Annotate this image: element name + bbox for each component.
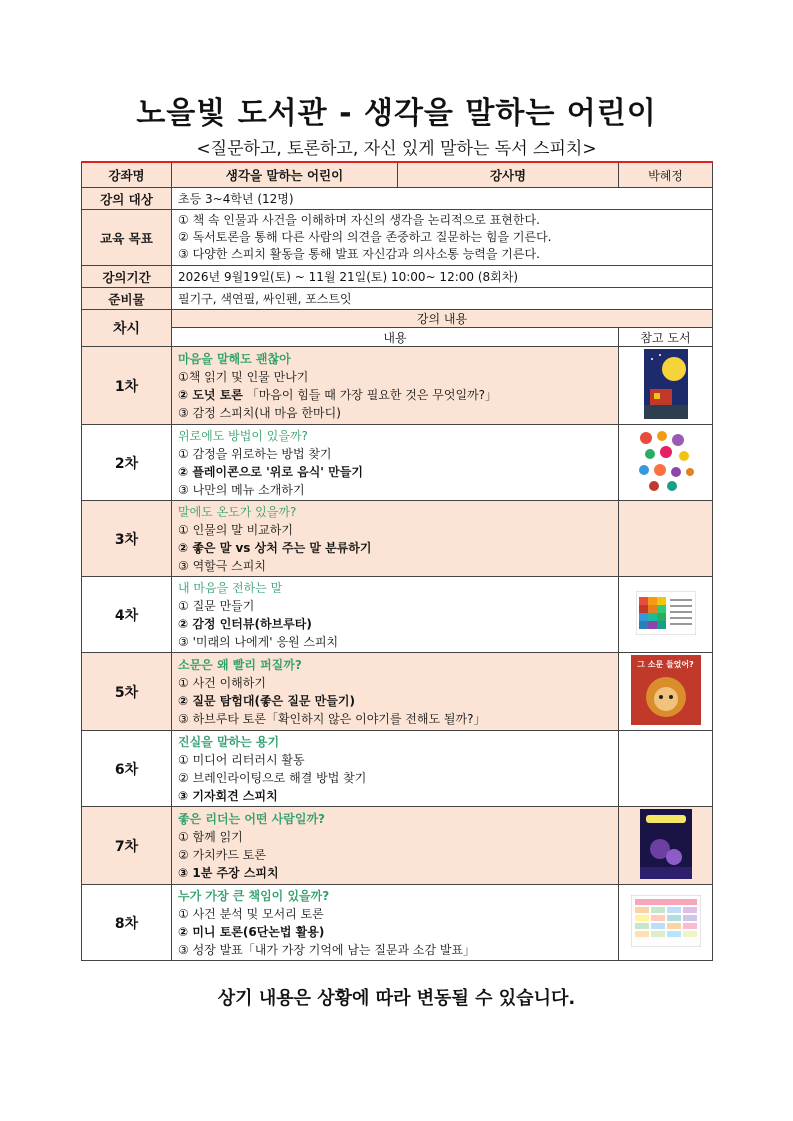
supplies-label: 준비물: [82, 288, 172, 310]
session-line: ③ '미래의 나에게' 응원 스피치: [178, 634, 339, 649]
instructor-label: 강사명: [398, 162, 619, 188]
session-title: 좋은 리더는 어떤 사람일까?: [178, 811, 326, 826]
session-content: [172, 807, 619, 885]
target-row: [82, 188, 713, 210]
goals-row: [82, 210, 713, 266]
session-line: ③ 나만의 메뉴 소개하기: [178, 482, 305, 497]
course-name: 생각을 말하는 어린이: [172, 162, 398, 188]
session-row: [82, 807, 713, 885]
session-line-rest: 「마음이 힘들 때 가장 필요한 것은 무엇일까?」: [246, 387, 498, 402]
reference-book-cell: [619, 347, 713, 425]
session-content: [172, 577, 619, 653]
period-value: 2026년 9월19일(토) ~ 11월 21일(토) 10:00~ 12:00 (8회차): [172, 266, 713, 288]
course-table: [81, 161, 713, 961]
session-row: [82, 885, 713, 961]
reference-book-cell: [619, 885, 713, 961]
course-label: 강좌명: [82, 162, 172, 188]
session-line: ② 플레이콘으로 '위로 음식' 만들기: [178, 464, 363, 479]
session-header: 차시: [82, 310, 172, 347]
supplies-value: 필기구, 색연필, 싸인펜, 포스트잇: [172, 288, 713, 310]
session-content: [172, 425, 619, 501]
session-title: 진실을 말하는 용기: [178, 734, 280, 749]
session-line: ① 사건 분석 및 모서리 토론: [178, 906, 324, 921]
emotion-color-chart-icon: [636, 591, 696, 635]
course-header-row: [82, 162, 713, 188]
session-line: ② 미니 토론(6단논법 활용): [178, 924, 325, 939]
content-header: 강의 내용: [172, 310, 713, 328]
instructor-name: 박혜정: [619, 162, 713, 188]
goals-list: [172, 210, 713, 266]
session-line: ① 질문 만들기: [178, 598, 255, 613]
page-title: 노을빛 도서관 - 생각을 말하는 어린이: [136, 96, 657, 131]
session-line: [178, 386, 612, 404]
content-subheader: 내용: [172, 328, 619, 347]
session-line: ③ 감정 스피치(내 마음 한마디): [178, 405, 341, 420]
book-cover: [631, 655, 701, 728]
session-line: ② 가치카드 토론: [178, 847, 266, 862]
goal-item: ② 독서토론을 통해 다른 사람의 의견을 존중하고 질문하는 힘을 기른다.: [178, 230, 552, 244]
reference-book-cell: [619, 501, 713, 577]
colorful-food-illustration-icon: [636, 428, 696, 494]
session-title: 말에도 온도가 있을까?: [178, 504, 297, 519]
session-content: [172, 653, 619, 731]
supplies-row: [82, 288, 713, 310]
session-line: ① 함께 읽기: [178, 829, 243, 844]
period-label: 강의기간: [82, 266, 172, 288]
goal-item: ① 책 속 인물과 사건을 이해하며 자신의 생각을 논리적으로 표현한다.: [178, 213, 540, 227]
session-row: [82, 653, 713, 731]
session-number: 4차: [82, 577, 172, 653]
session-number: 1차: [82, 347, 172, 425]
session-row: [82, 347, 713, 425]
book-cover-night-purple-icon: [640, 809, 692, 879]
session-row: [82, 577, 713, 653]
goals-label: 교육 목표: [82, 210, 172, 266]
session-line: ③ 성장 발표「내가 가장 기억에 남는 질문과 소감 발표」: [178, 942, 476, 957]
session-line: ② 감정 인터뷰(하브루타): [178, 616, 312, 631]
session-number: 3차: [82, 501, 172, 577]
value-card-chart-icon: [631, 895, 701, 947]
session-row: [82, 501, 713, 577]
session-line: ① 미디어 리터러시 활동: [178, 752, 305, 767]
session-number: 7차: [82, 807, 172, 885]
schedule-header-row: [82, 310, 713, 328]
session-content: [172, 347, 619, 425]
session-title: 소문은 왜 빨리 퍼질까?: [178, 657, 302, 672]
session-line: ② 브레인라이팅으로 해결 방법 찾기: [178, 770, 367, 785]
session-line: ①책 읽기 및 인물 만나기: [178, 369, 309, 384]
session-line: ③ 기자회견 스피치: [178, 788, 278, 803]
session-number: 6차: [82, 731, 172, 807]
book-cover-night-sky-icon: [644, 349, 688, 419]
session-line: ② 좋은 말 vs 상처 주는 말 분류하기: [178, 540, 372, 555]
session-line: ① 사건 이해하기: [178, 675, 266, 690]
reference-book-cell: [619, 807, 713, 885]
target-value: 초등 3~4학년 (12명): [172, 188, 713, 210]
reference-book-cell: [619, 577, 713, 653]
goal-item: ③ 다양한 스피치 활동을 통해 발표 자신감과 의사소통 능력을 기른다.: [178, 247, 540, 261]
book-subheader: 참고 도서: [619, 328, 713, 347]
book-title: 그 소문 들었어?: [637, 660, 694, 669]
session-line: ③ 역할극 스피치: [178, 558, 266, 573]
session-title: 내 마음을 전하는 말: [178, 580, 283, 595]
session-content: [172, 731, 619, 807]
page-subtitle: <질문하고, 토론하고, 자신 있게 말하는 독서 스피치>: [196, 139, 597, 159]
session-number: 2차: [82, 425, 172, 501]
session-content: [172, 885, 619, 961]
session-line: ③ 1분 주장 스피치: [178, 865, 279, 880]
session-row: [82, 425, 713, 501]
session-line-bold: ② 도넛 토론: [178, 387, 243, 402]
reference-book-cell: [619, 653, 713, 731]
session-line: ③ 하브루타 토론「확인하지 않은 이야기를 전해도 될까?」: [178, 711, 486, 726]
session-line: ① 인물의 말 비교하기: [178, 522, 293, 537]
target-label: 강의 대상: [82, 188, 172, 210]
session-content: [172, 501, 619, 577]
session-number: 5차: [82, 653, 172, 731]
reference-book-cell: [619, 731, 713, 807]
session-number: 8차: [82, 885, 172, 961]
session-row: [82, 731, 713, 807]
reference-book-cell: [619, 425, 713, 501]
session-title: 누가 가장 큰 책임이 있을까?: [178, 888, 330, 903]
session-title: 위로에도 방법이 있을까?: [178, 428, 308, 443]
session-line: ① 감정을 위로하는 방법 찾기: [178, 446, 332, 461]
schedule-subheader-row: [82, 328, 713, 347]
period-row: [82, 266, 713, 288]
footer-notice: 상기 내용은 상황에 따라 변동될 수 있습니다.: [217, 988, 576, 1009]
session-line: ② 질문 탐험대(좋은 질문 만들기): [178, 693, 355, 708]
session-title: 마음을 말해도 괜찮아: [178, 351, 291, 366]
